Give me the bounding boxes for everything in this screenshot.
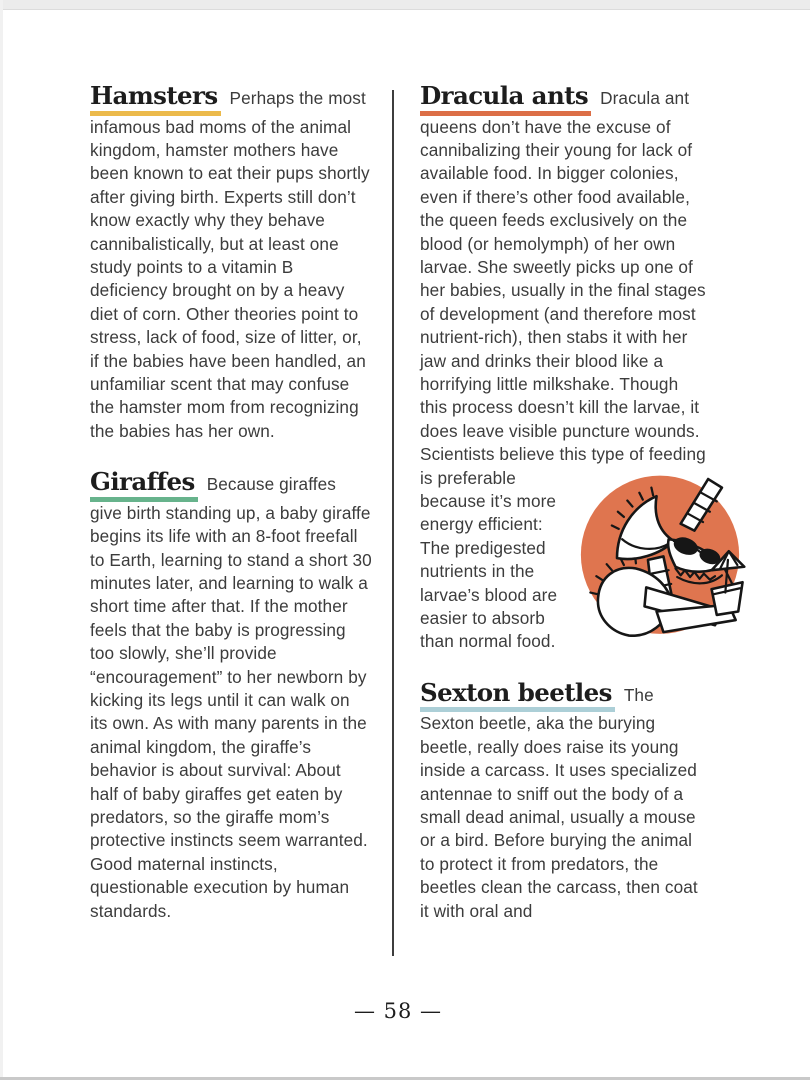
section-body-hamsters: Perhaps the most infamous bad moms of the animal kingdom, hamster mothers have been known to eat their pups shortly after giving birth. Experts still don’t know exactly why they behave cannibalistically, but at least one study points to a vitamin B deficiency brought on by a heavy diet of corn. Other theories point to stress, lack of food, size of litter, or, if the babies have been handled, an unfamiliar scent that may confuse the hamster mom from recognizing the babies has her own. [90, 88, 370, 441]
section-title-dracula-ants: Dracula ants [420, 84, 591, 116]
page-content [90, 81, 706, 923]
page-number: — 58 — [353, 999, 443, 1023]
section-body-sexton-beetles: The Sexton beetle, aka the burying beetle, really does raise its young inside a carcass. It uses specialized antennae to sniff out the body of a small dead animal, usually a mouse or a bird. Before burying the animal to protect it from predators, the beetles clean the carcass, then coat it with oral and [420, 684, 698, 921]
right-column [420, 81, 706, 923]
section-body-dracula-ants: Dracula ant queens don’t have the excuse of cannibalizing their young for lack of available food. In bigger colonies, even if there’s other food available, the queen feeds exclusively on the blood (or hemolymph) of her own larvae. She sweetly picks up one of her babies, usually in the final stages of development (and therefore most nutrient-rich), then stabs it with her jaw and drinks their blood like a horrifying little milkshake. Though this process doesn’t kill the larvae, it does leave visible puncture wounds. Scientists believe this type of [420, 88, 706, 465]
section-title-sexton-beetles: Sexton beetles [420, 681, 615, 713]
section-body-giraffes: Because giraffes give birth standing up, a baby giraffe begins its life with an 8-foot freefall to Earth, learning to stand a short 30 minutes later, and learning to walk a short time after that. If the mother feels that the baby is progressing too slowly, she’ll provide “encouragement” to her newborn by kicking its legs until it can walk on its own. As with many parents in the animal kingdom, the giraffe’s behavior is about survival: About half of baby giraffes get eaten by predators, so the giraffe mom’s protective instincts seem warranted. Good maternal instincts, questionable execution by human standards. [90, 474, 372, 921]
section-hamsters [90, 81, 372, 443]
section-title-giraffes: Giraffes [90, 470, 198, 502]
section-body-dracula-ants-wrapped: feeding is preferable because it’s more energy efficient: The predigested nutrients in the larvae’s blood are easier to absorb than normal food. [420, 444, 706, 652]
page-left-edge [0, 0, 3, 1080]
dracula-ant-illustration [574, 467, 746, 639]
page-top-edge [0, 0, 810, 10]
left-column [90, 81, 372, 923]
section-giraffes [90, 467, 372, 923]
section-title-hamsters: Hamsters [90, 84, 221, 116]
section-sexton-beetles [420, 677, 706, 923]
column-divider [392, 90, 394, 956]
section-dracula-ants [420, 81, 706, 654]
